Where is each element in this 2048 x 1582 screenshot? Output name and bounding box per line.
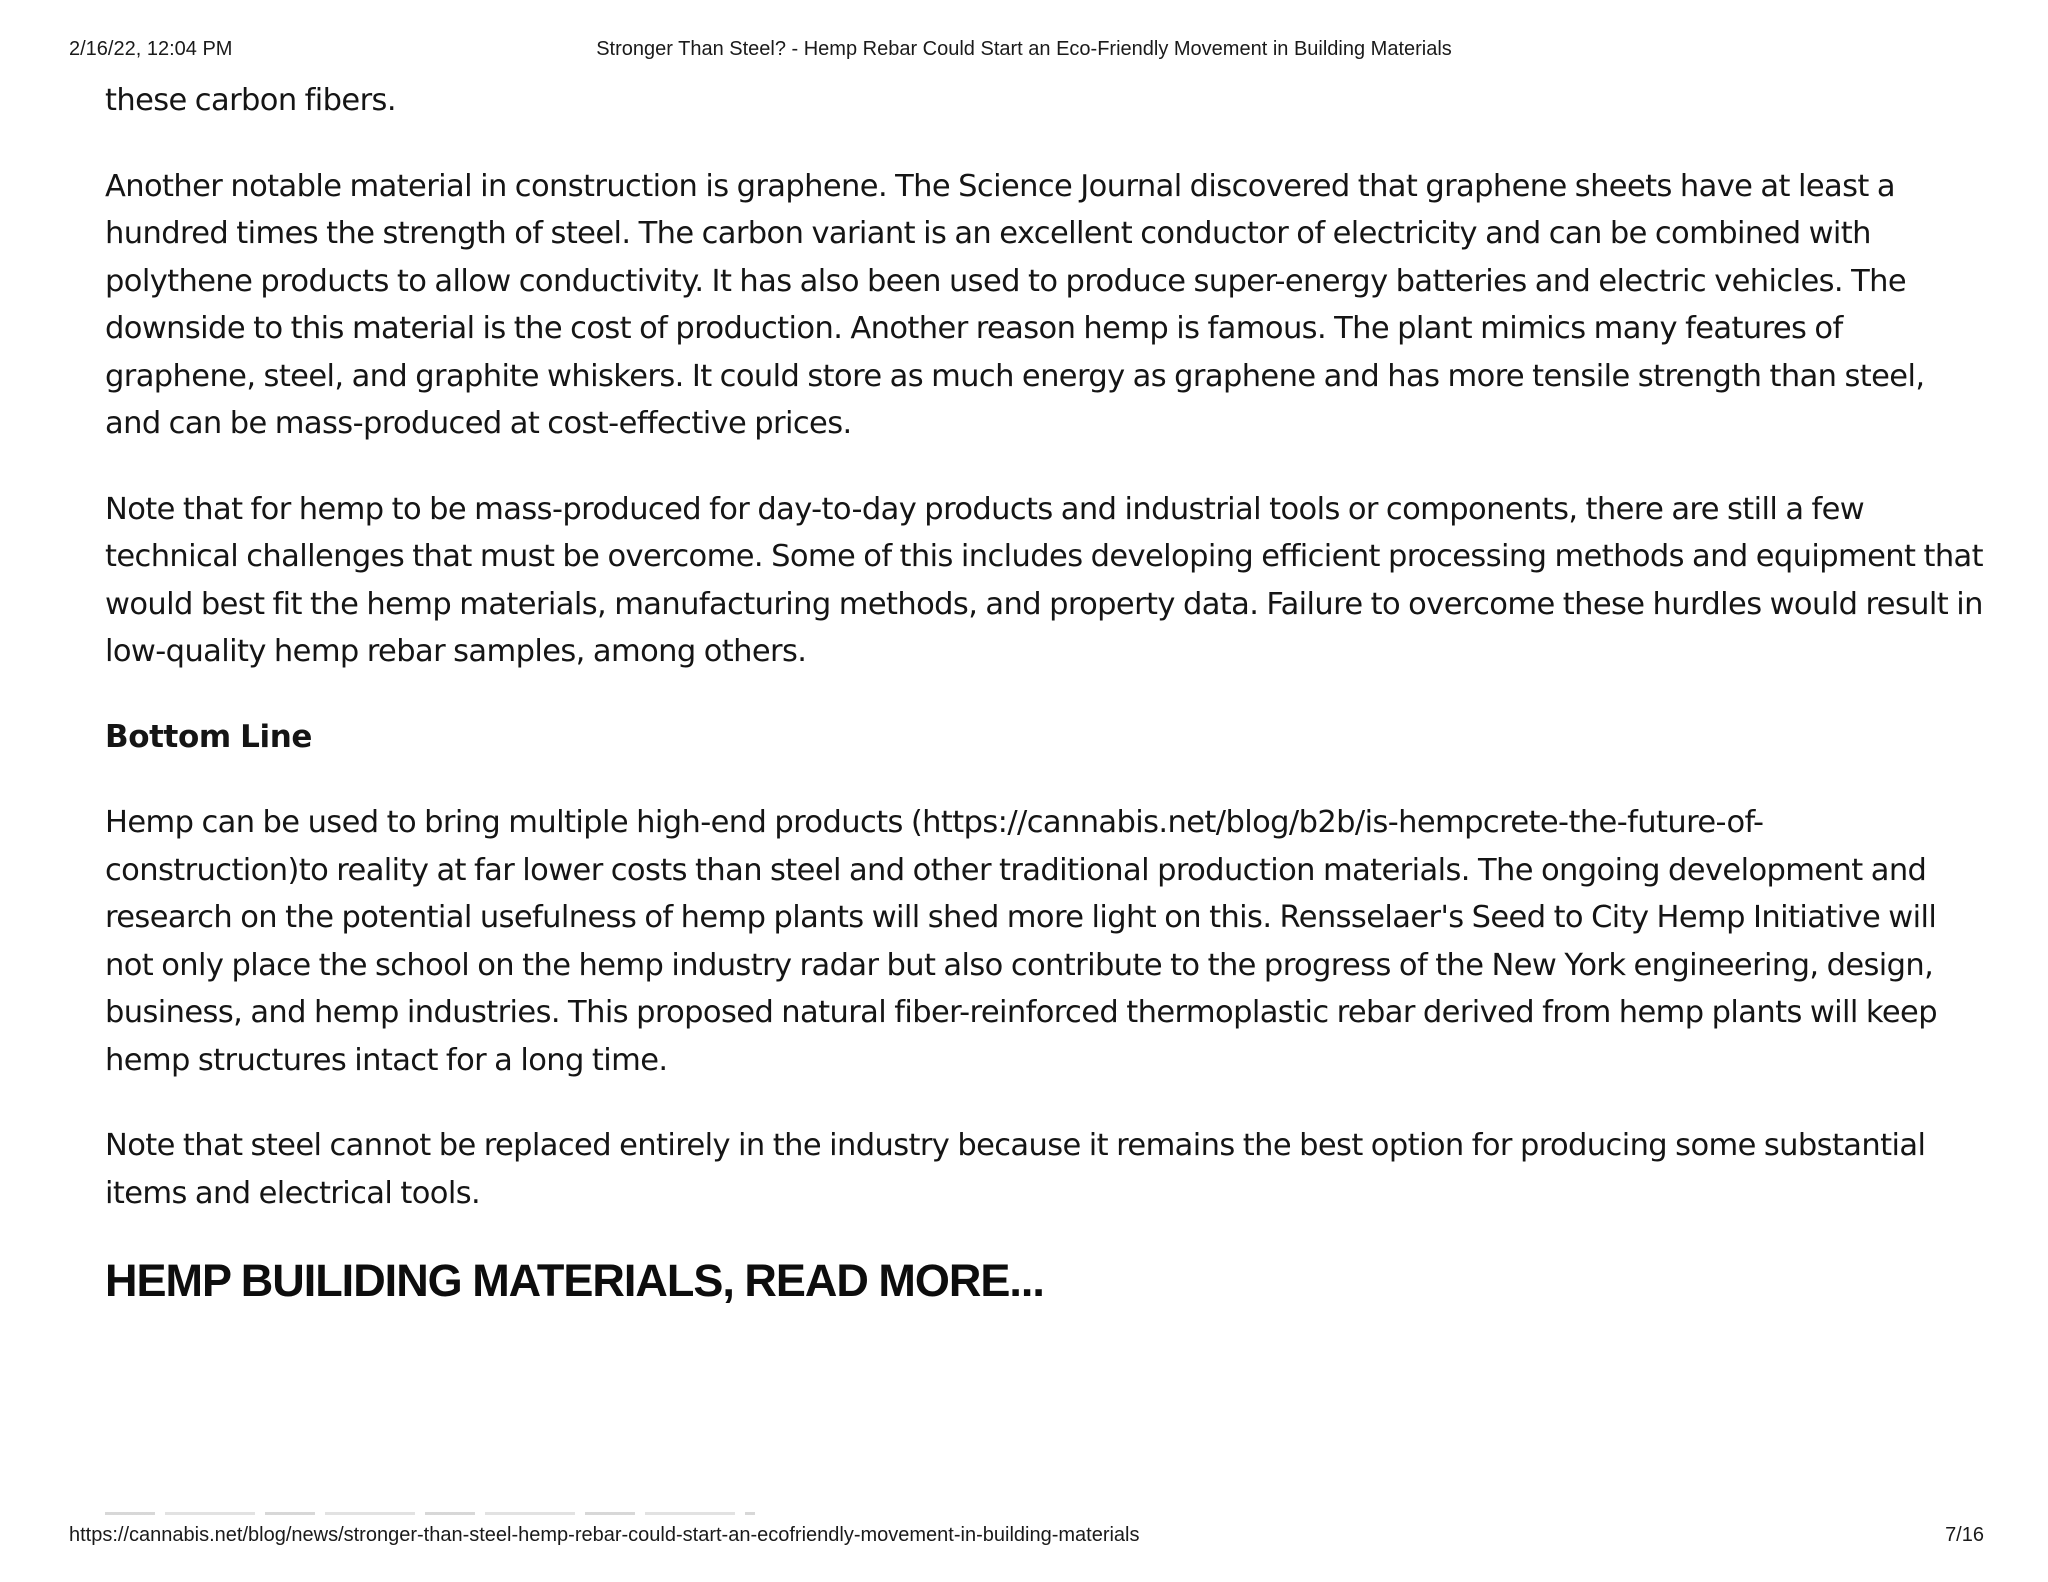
article-paragraph: Hemp can be used to bring multiple high-end products (https://cannabis.net/blog/b2b/is-hempcrete-the-future-of-construction)to reality at far lower costs than steel and other traditional production materials. The ongoing development and research on the potential usefulness of hemp plants will shed more light on this. Rensselaer's Seed to City Hemp Initiative will not only place the school on the hemp industry radar but also contribute to the progress of the New York engineering, design, business, and hemp industries. This proposed natural fiber-reinforced thermoplastic rebar derived from hemp plants will keep hemp structures intact for a long time. bbox=[105, 805, 1937, 1078]
article-body bbox=[105, 77, 1985, 1307]
read-more-heading: HEMP BUILIDING MATERIALS, READ MORE... bbox=[105, 1255, 1044, 1306]
article-paragraph: these carbon fibers. bbox=[105, 83, 396, 118]
print-page-title: Stronger Than Steel? - Hemp Rebar Could Start an Eco-Friendly Movement in Building Materials bbox=[596, 38, 1452, 60]
print-datetime: 2/16/22, 12:04 PM bbox=[69, 38, 233, 60]
article-paragraph: Note that for hemp to be mass-produced for day-to-day products and industrial tools or components, there are still a few technical challenges that must be overcome. Some of this includes developing efficient processing methods and equipment that would best fit the hemp materials, manufacturing methods, and property data. Failure to overcome these hurdles would result in low-quality hemp rebar samples, among others. bbox=[105, 491, 1983, 669]
print-header bbox=[0, 38, 2048, 64]
article-paragraph: Another notable material in construction is graphene. The Science Journal discovered that graphene sheets have at least a hundred times the strength of steel. The carbon variant is an excellent conductor of electricity and can be combined with polythene products to allow conductivity. It has also been used to produce super-energy batteries and electric vehicles. The downside to this material is the cost of production. Another reason hemp is famous. The plant mimics many features of graphene, steel, and graphite whiskers. It could store as much energy as graphene and has more tensile strength than steel, and can be mass-produced at cost-effective prices. bbox=[105, 168, 1925, 441]
print-page-number: 7/16 bbox=[1945, 1524, 1984, 1546]
page-break-divider bbox=[105, 1512, 755, 1515]
article-paragraph: Note that steel cannot be replaced entirely in the industry because it remains the best option for producing some substantial items and electrical tools. bbox=[105, 1128, 1926, 1211]
section-heading: Bottom Line bbox=[105, 718, 313, 755]
print-footer bbox=[0, 1524, 2048, 1550]
print-page-url: https://cannabis.net/blog/news/stronger-than-steel-hemp-rebar-could-start-an-ecofriendly-movement-in-building-materials bbox=[69, 1524, 1140, 1546]
